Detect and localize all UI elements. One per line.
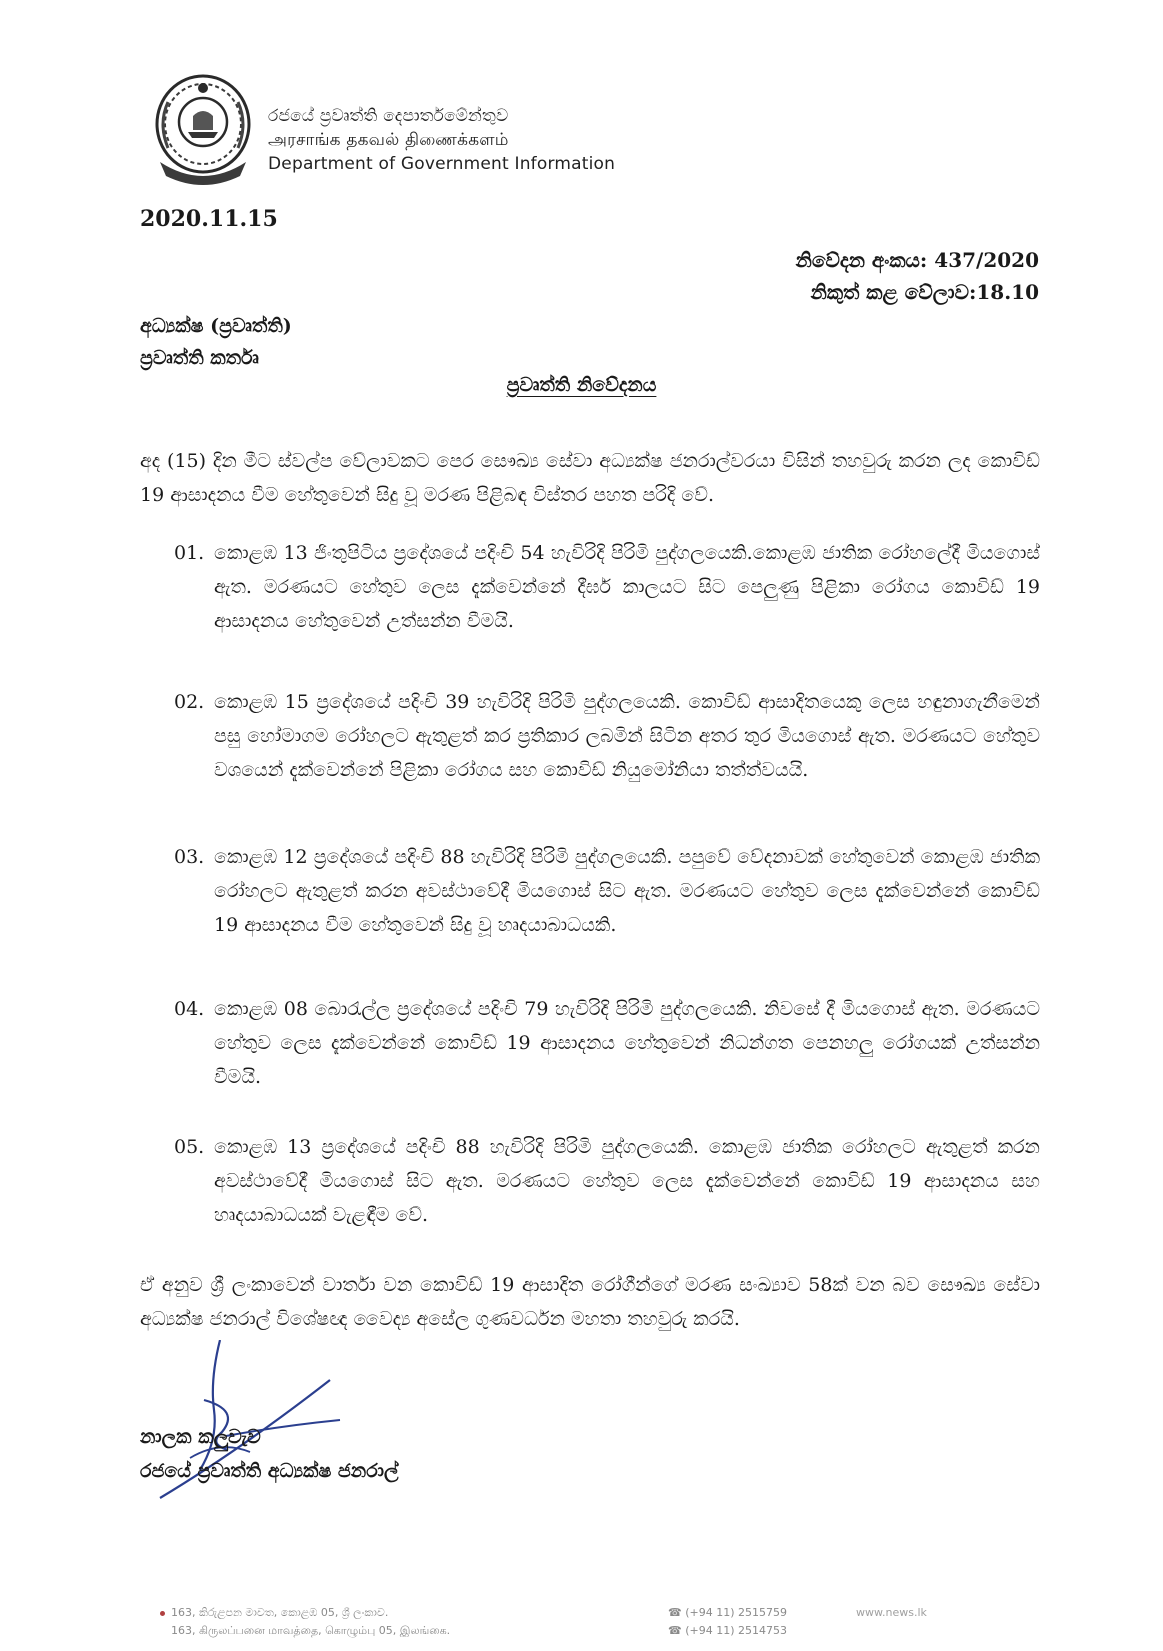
list-item: [174, 840, 1040, 942]
list-item-text: කොළඹ 13 ප්‍රදේශයේ පදිංචි 88 හැවිරිදි පිරිමි පුද්ගලයෙකි. කොළඹ ජාතික රෝහලට ඇතුළත් කරන අවස්ථාවේදී මියගොස් සිට ඇත. මරණයට හේතුව ලෙස දැක්වෙන්නේ කොවිඩ් 19 ආසාදනය සහ හෘදයාබාධයක් වැළඳීම වේ.: [214, 1136, 1040, 1226]
department-name-tamil: அரசாங்க தகவல் திணைக்களம்: [268, 130, 509, 150]
list-item-number: 01.: [174, 542, 205, 564]
list-item: [174, 685, 1040, 787]
addressee-line-2: ප්‍රවෘත්ති කර්තෘ: [140, 347, 259, 369]
notice-number: නිවේදන අංකය: 437/2020: [795, 248, 1039, 272]
addressee-line-1: අධ්‍යක්ෂ (ප්‍රවෘත්ති): [140, 315, 292, 337]
fax-icon: ☎: [668, 1624, 686, 1637]
list-item: [174, 536, 1040, 638]
department-names: [268, 104, 615, 176]
list-item-number: 04.: [174, 998, 205, 1020]
closing-paragraph: ඒ අනුව ශ්‍රී ලංකාවෙන් වාර්තා වන කොවිඩ් 19 ආසාදිත රෝගීන්ගේ මරණ සංඛ්‍යාව 58ක් වන බව සෞඛ්‍ය සේවා අධ්‍යක්ෂ ජනරාල් විශේෂඥ වෛද්‍ය අසේල ගුණවර්ධන මහතා තහවුරු කරයි.: [140, 1274, 1040, 1330]
footer-fax: ☎ (+94 11) 2514753: [668, 1624, 787, 1637]
bullet-icon: [160, 1611, 165, 1616]
heading-text: ප්‍රවෘත්ති නිවේදනය: [506, 374, 657, 396]
issue-time: නිකුත් කළ වේලාව:18.10: [810, 280, 1039, 304]
addressee-block: [140, 310, 292, 374]
department-name-english: Department of Government Information: [268, 154, 616, 174]
list-item-number: 05.: [174, 1136, 205, 1158]
footer: [0, 1600, 1163, 1651]
letterhead: [148, 72, 668, 190]
reference-block: [796, 244, 1039, 308]
department-name-sinhala: රජයේ ප්‍රවෘත්ති දෙපාර්තමේන්තුව: [268, 106, 509, 126]
list-item-number: 02.: [174, 691, 205, 713]
footer-address-sinhala: 163, කිරුළපන මාවත, කොළඹ 05, ශ්‍රී ලංකාව.: [160, 1604, 388, 1622]
document-heading: [0, 374, 1163, 396]
signatory-title: රජයේ ප්‍රවෘත්ති අධ්‍යක්ෂ ජනරාල්: [140, 1460, 399, 1482]
list-item-text: කොළඹ 13 ජිංතුපිටිය ප්‍රදේශයේ පදිංචි 54 හැවිරිදි පිරිමි පුද්ගලයෙකි.කොළඹ ජාතික රෝහලේදී මියගොස් ඇත. මරණයට හේතුව ලෙස දැක්වෙන්නේ දීර්ඝ කාලයට සිට පෙලුණු පිළිකා රෝගය කොවිඩ් 19 ආසාදනය හේතුවෙන් උත්සන්න වීමයි.: [214, 542, 1040, 632]
phone-icon: ☎: [668, 1606, 686, 1619]
intro-paragraph: අද (15) දින මීට ස්වල්ප වේලාවකට පෙර සෞඛ්‍ය සේවා අධ්‍යක්ෂ ජනරාල්වරයා විසින් තහවුරු කරන ලද කොවිඩ් 19 ආසාදනය වීම හේතුවෙන් සිදු වූ මරණ පිළිබඳ විස්තර පහත පරිදි වේ.: [140, 450, 1040, 506]
list-item: [174, 992, 1040, 1094]
list-item-text: කොළඹ 12 ප්‍රදේශයේ පදිංචි 88 හැවිරිදි පිරිමි පුද්ගලයෙකි. පපුවේ වේදනාවක් හේතුවෙන් කොළඹ ජාතික රෝහලට ඇතුළත් කරන අවස්ථාවේදී මියගොස් සිට ඇත. මරණයට හේතුව ලෙස දැක්වෙන්නේ කොවිඩ් 19 ආසාදනය වීම හේතුවෙන් සිදු වූ හෘදයාබාධයකි.: [214, 846, 1040, 936]
list-item-text: කොළඹ 08 බොරැල්ල ප්‍රදේශයේ පදිංචි 79 හැවිරිදි පිරිමි පුද්ගලයෙකි. නිවසේ දී මියගොස් ඇත. මරණයට හේතුව ලෙස දැක්වෙන්නේ කොවිඩ් 19 ආසාදනය හේතුවෙන් නිධන්ගත පෙනහලු රෝගයක් උත්සන්න වීමයි.: [214, 998, 1040, 1088]
footer-phone: ☎ (+94 11) 2515759: [668, 1606, 787, 1619]
list-item: [174, 1130, 1040, 1232]
footer-address-tamil: 163, கிருலப்பனை மாவத்தை, கொழும்பு 05, இலங்கை.: [171, 1624, 451, 1637]
signatory-name: නාලක කලුවැව: [140, 1426, 261, 1448]
signatory-block: [140, 1420, 398, 1488]
footer-website[interactable]: www.news.lk: [856, 1606, 927, 1619]
list-item-text: කොළඹ 15 ප්‍රදේශයේ පදිංචි 39 හැවිරිදි පිරිමි පුද්ගලයෙකි. කොවිඩ් ආසාදිතයෙකු ලෙස හඳුනාගැනීමෙන් පසු හෝමාගම රෝහලට ඇතුළත් කර ප්‍රතිකාර ලබමින් සිටින අතර තුර මියගොස් ඇත. මරණයට හේතුව වශයෙන් දැක්වෙන්නේ පිළිකා රෝගය සහ කොවිඩ් නියුමෝනියා තත්ත්වයයි.: [214, 691, 1040, 781]
list-item-number: 03.: [174, 846, 205, 868]
government-emblem-icon: [148, 72, 258, 190]
release-date: 2020.11.15: [140, 206, 278, 232]
